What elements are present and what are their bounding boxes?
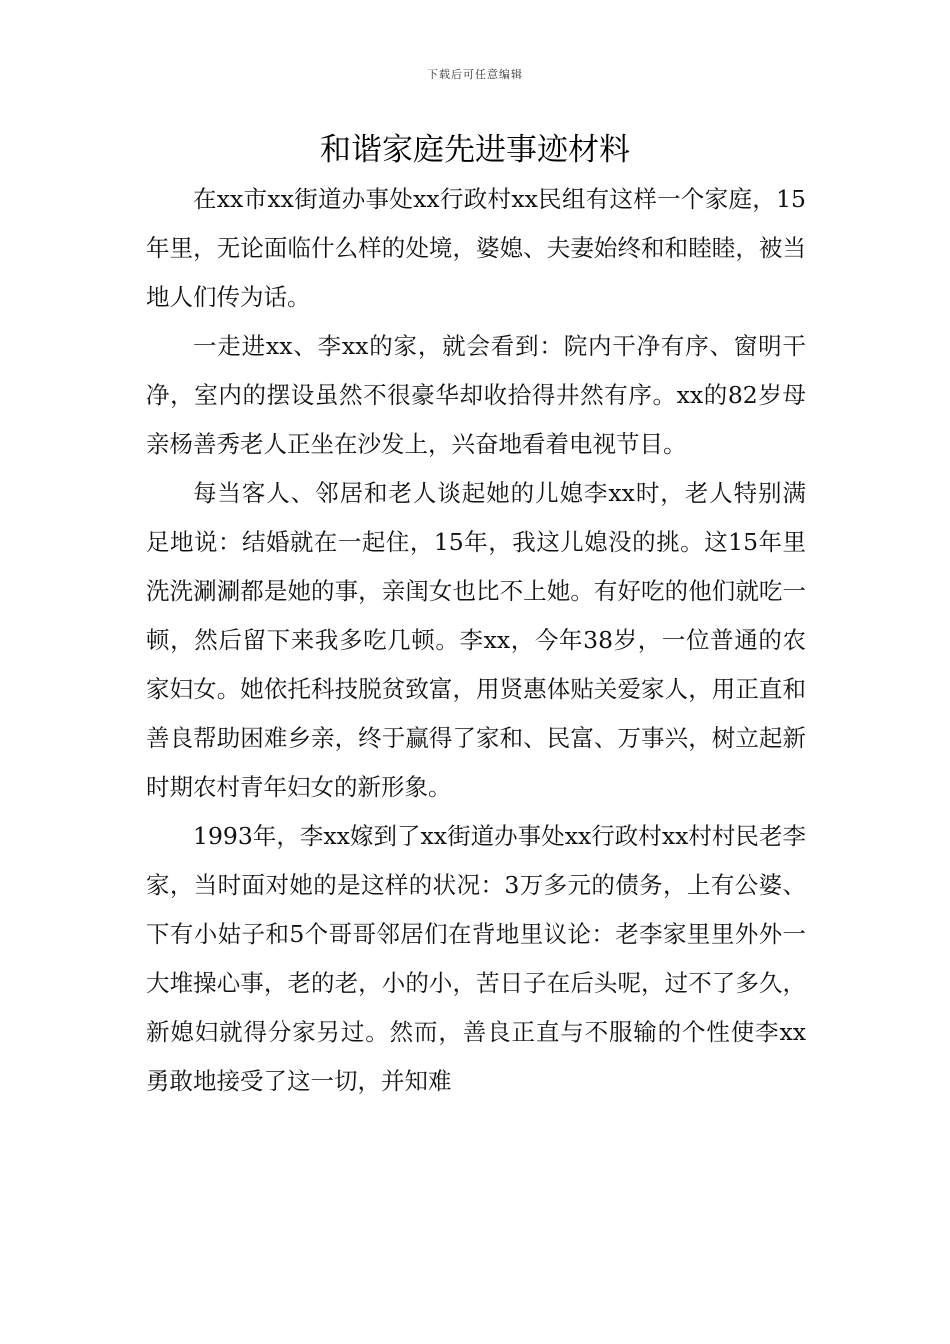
paragraph-2: 一走进xx、李xx的家，就会看到：院内干净有序、窗明干净，室内的摆设虽然不很豪华却收拾得井然有序。xx的82岁母亲杨善秀老人正坐在沙发上，兴奋地看着电视节目。 [146, 332, 806, 458]
paragraph-4: 1993年，李xx嫁到了xx街道办事处xx行政村xx村村民老李家，当时面对她的是这样的状况：3万多元的债务，上有公婆、下有小姑子和5个哥哥邻居们在背地里议论：老李家里里外外一大堆操心事，老的老，小的小，苦日子在后头呢，过不了多久，新媳妇就得分家另过。然而，善良正直与不服输的个性使李xx勇敢地接受了这一切，并知难 [146, 822, 806, 1095]
header-note: 下载后可任意编辑 [427, 68, 523, 81]
document-body [146, 175, 806, 1106]
paragraph-1: 在xx市xx街道办事处xx行政村xx民组有这样一个家庭，15年里，无论面临什么样的处境，婆媳、夫妻始终和和睦睦，被当地人们传为话。 [146, 185, 806, 311]
paragraph-3: 每当客人、邻居和老人谈起她的儿媳李xx时，老人特别满足地说：结婚就在一起住，15年，我这儿媳没的挑。这15年里洗洗涮涮都是她的事，亲闺女也比不上她。有好吃的他们就吃一顿，然后留下来我多吃几顿。李xx，今年38岁，一位普通的农家妇女。她依托科技脱贫致富，用贤惠体贴关爱家人，用正直和善良帮助困难乡亲，终于赢得了家和、民富、万事兴，树立起新时期农村青年妇女的新形象。 [146, 479, 806, 801]
document-title: 和谐家庭先进事迹材料 [320, 132, 630, 168]
